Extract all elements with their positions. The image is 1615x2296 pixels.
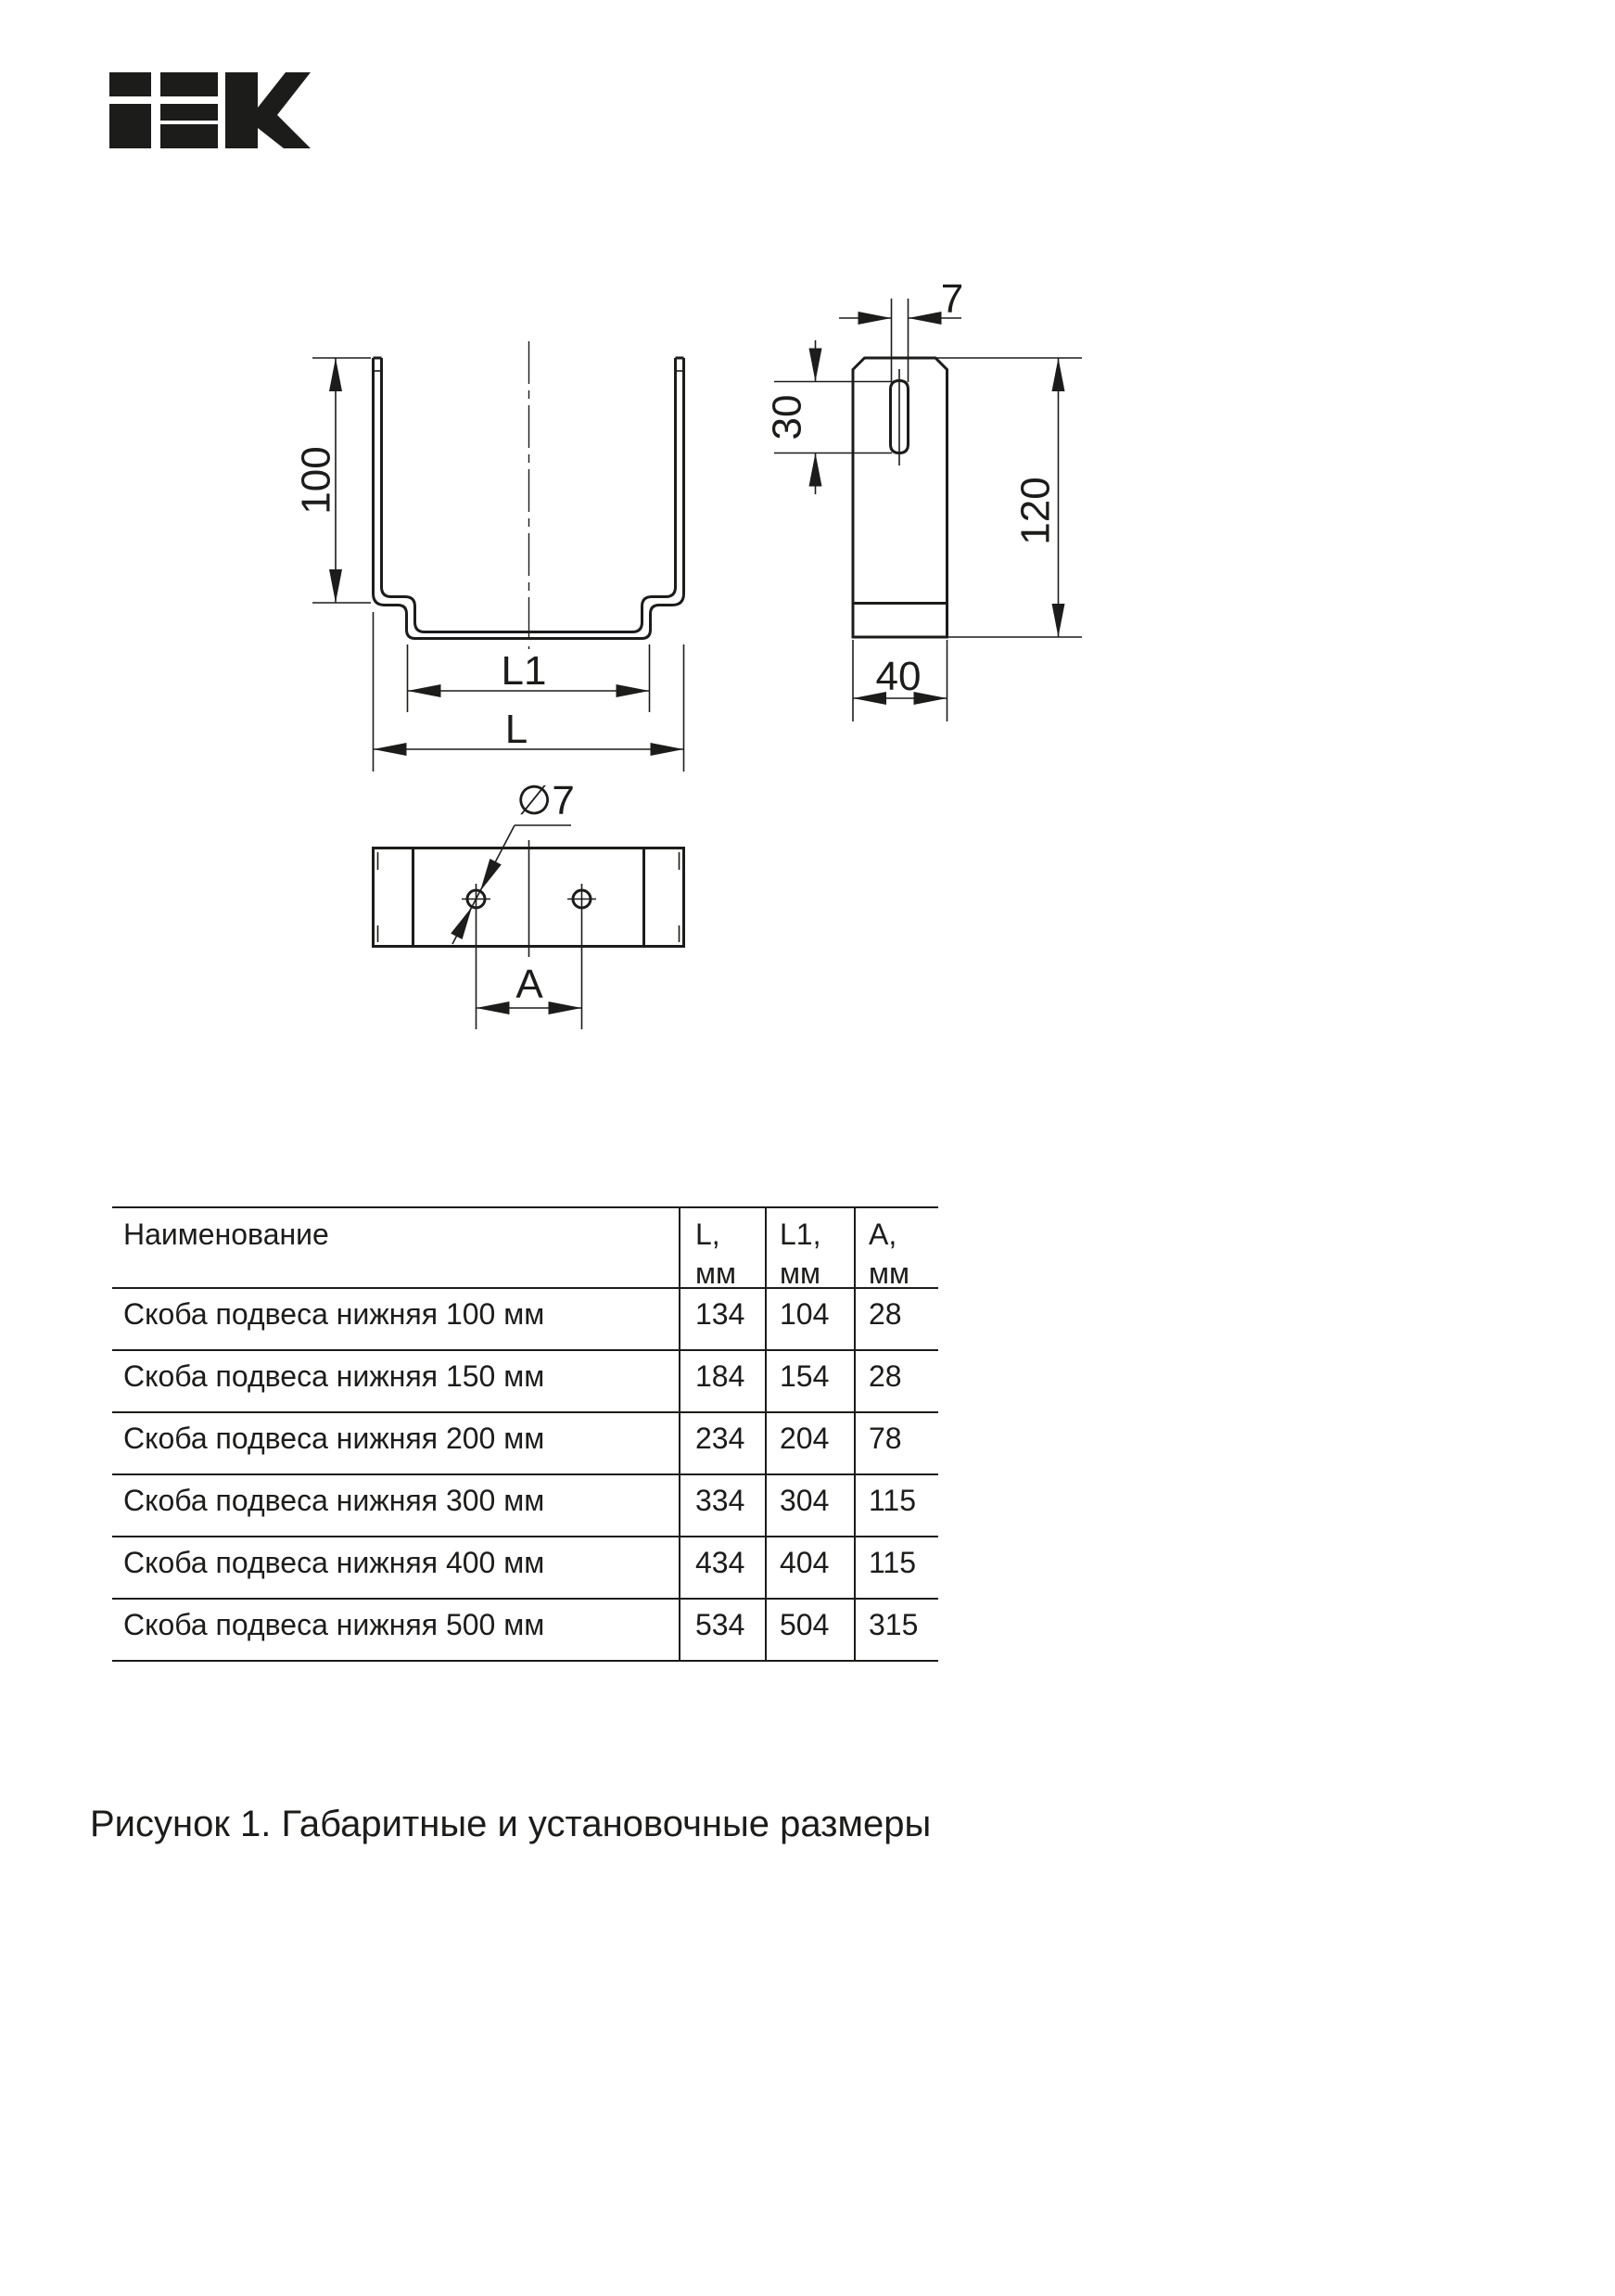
cell-l1: 154	[765, 1351, 854, 1411]
dim-40	[853, 640, 947, 721]
table-row	[112, 1289, 938, 1351]
cell-a: 78	[854, 1413, 938, 1473]
side-view	[765, 276, 1083, 721]
dim-label-120: 120	[1012, 477, 1059, 545]
table-row	[112, 1600, 938, 1662]
cell-a: 115	[854, 1537, 938, 1598]
cell-l: 234	[679, 1413, 765, 1473]
col-header-a: A, мм	[854, 1208, 938, 1287]
figure-caption: Рисунок 1. Габаритные и установочные размеры	[90, 1804, 932, 1844]
cell-l: 334	[679, 1475, 765, 1536]
cell-l1: 204	[765, 1413, 854, 1473]
table-row	[112, 1413, 938, 1475]
cell-l1: 104	[765, 1289, 854, 1349]
dim-label-7: 7	[940, 276, 964, 322]
col-header-l1: L1, мм	[765, 1208, 854, 1287]
dim-label-40: 40	[875, 654, 922, 699]
cell-l: 534	[679, 1600, 765, 1660]
table-row	[112, 1537, 938, 1600]
dim-100	[294, 358, 372, 603]
dim-label-l1: L1	[501, 648, 547, 694]
cell-l1: 504	[765, 1600, 854, 1660]
cell-name: Скоба подвеса нижняя 150 мм	[123, 1359, 545, 1393]
cell-a: 315	[854, 1600, 938, 1660]
bottom-view	[374, 778, 684, 1029]
cell-l: 434	[679, 1537, 765, 1598]
cell-a: 115	[854, 1475, 938, 1536]
cell-l: 134	[679, 1289, 765, 1349]
dimensions-table	[112, 1206, 938, 1662]
dim-label-a: A	[515, 962, 543, 1007]
cell-name: Скоба подвеса нижняя 200 мм	[123, 1422, 545, 1455]
dim-30	[765, 340, 893, 494]
cell-a: 28	[854, 1351, 938, 1411]
cell-name: Скоба подвеса нижняя 500 мм	[123, 1608, 545, 1641]
front-view	[294, 341, 684, 772]
dim-label-30: 30	[764, 394, 810, 440]
cell-name: Скоба подвеса нижняя 300 мм	[123, 1484, 545, 1517]
dim-diameter	[451, 778, 575, 944]
dim-label-100: 100	[293, 446, 339, 515]
cell-l1: 304	[765, 1475, 854, 1536]
dim-label-l: L	[504, 707, 528, 752]
table-row	[112, 1351, 938, 1413]
table-row	[112, 1475, 938, 1537]
table-header-row	[112, 1208, 938, 1289]
technical-drawing	[0, 0, 1615, 1113]
col-header-l: L, мм	[679, 1208, 765, 1287]
dim-l1	[408, 644, 650, 712]
col-header-name: Наименование	[123, 1218, 329, 1251]
dim-120	[935, 358, 1082, 637]
cell-a: 28	[854, 1289, 938, 1349]
cell-l: 184	[679, 1351, 765, 1411]
dim-a	[477, 962, 582, 1014]
cell-l1: 404	[765, 1537, 854, 1598]
cell-name: Скоба подвеса нижняя 400 мм	[123, 1546, 545, 1579]
cell-name: Скоба подвеса нижняя 100 мм	[123, 1297, 545, 1331]
dim-label-diameter: ∅7	[516, 778, 575, 823]
